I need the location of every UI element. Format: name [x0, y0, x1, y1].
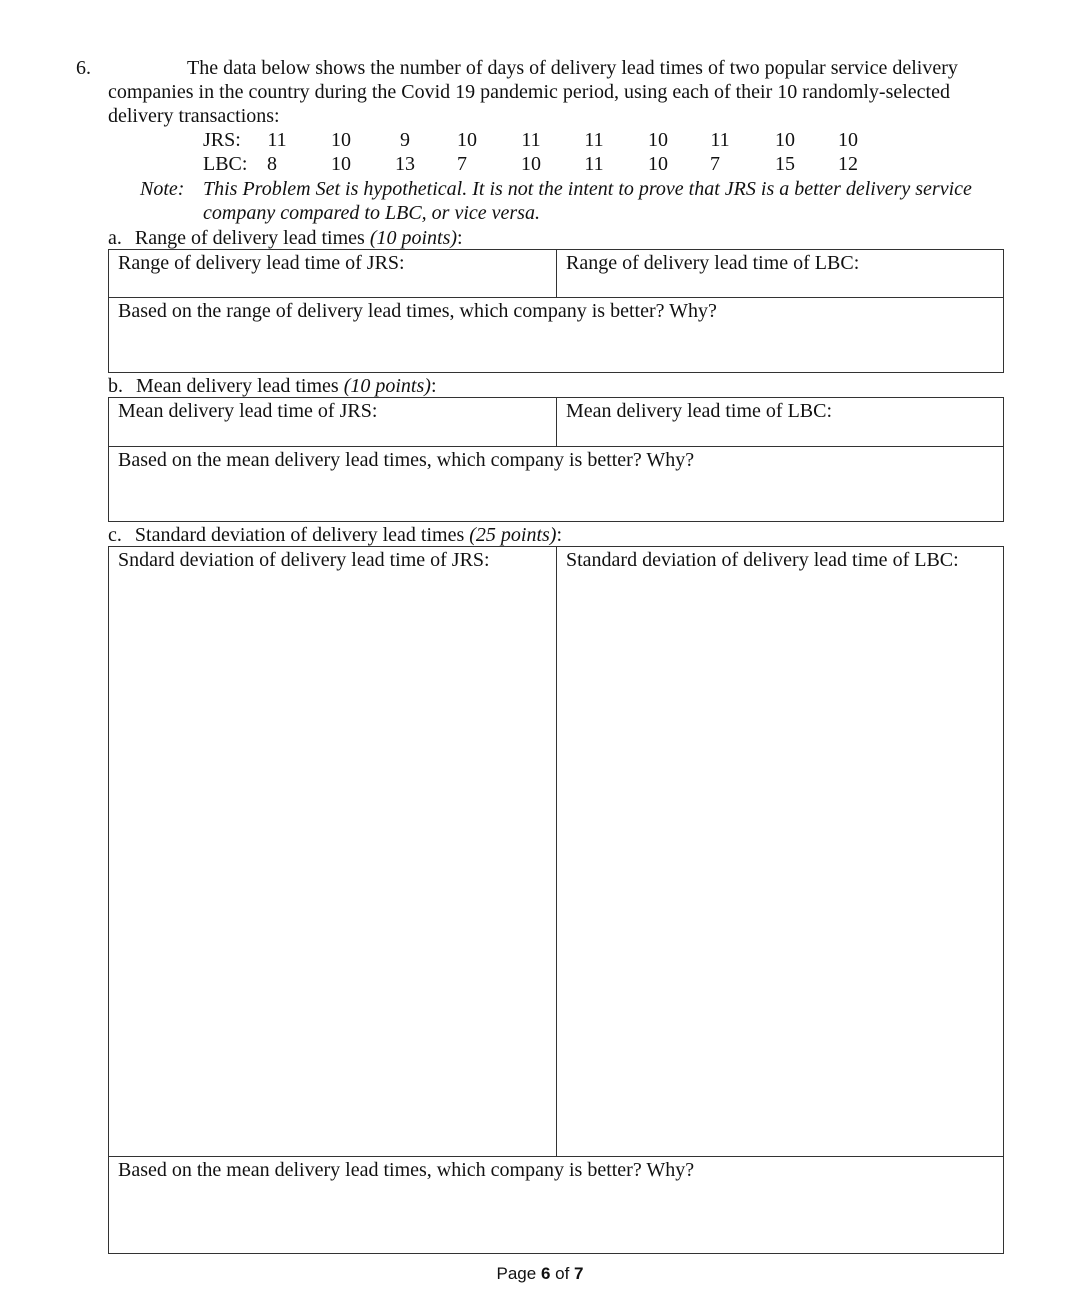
lbc-value: 7: [457, 153, 467, 175]
jrs-value: 10: [331, 129, 351, 151]
jrs-mean-label: Mean delivery lead time of JRS:: [118, 400, 378, 422]
lbc-value: 11: [584, 153, 604, 175]
mean-comparison-question: Based on the mean delivery lead times, which company is better? Why?: [118, 449, 695, 471]
footer-current-page: 6: [540, 1264, 551, 1283]
section-a-heading: [108, 226, 463, 250]
intro-line-2: companies in the country during the Covid 19 pandemic period, using each of their 10 randomly-selected: [108, 81, 950, 103]
section-c-title: Standard deviation of delivery lead times: [134, 524, 465, 546]
section-b-heading: [108, 374, 437, 398]
lbc-value: 13: [395, 153, 415, 175]
footer-prefix: Page: [496, 1264, 541, 1283]
lbc-value: 10: [648, 153, 668, 175]
jrs-stddev-answer-box[interactable]: [108, 546, 557, 1157]
note-line-1: This Problem Set is hypothetical. It is not the intent to prove that JRS is a better delivery service: [203, 178, 972, 200]
lbc-label: LBC:: [203, 153, 248, 175]
section-c-marker: c.: [108, 524, 122, 546]
section-b-title: Mean delivery lead times: [136, 375, 339, 397]
jrs-value: 10: [775, 129, 795, 151]
lbc-value: 15: [775, 153, 795, 175]
footer-total-pages: 7: [574, 1264, 584, 1283]
jrs-value: 11: [710, 129, 730, 151]
lbc-range-answer-box[interactable]: [556, 249, 1004, 298]
section-c-colon: :: [556, 524, 563, 546]
jrs-stddev-label: Sndard deviation of delivery lead time of JRS:: [118, 549, 490, 571]
section-b-marker: b.: [108, 375, 123, 397]
footer-middle: of: [550, 1264, 575, 1283]
lbc-value: 8: [267, 153, 277, 175]
lbc-value: 12: [838, 153, 858, 175]
intro-line-3: delivery transactions:: [108, 105, 280, 127]
jrs-value: 10: [648, 129, 668, 151]
lbc-stddev-label: Standard deviation of delivery lead time of LBC:: [566, 549, 959, 571]
section-a-colon: :: [457, 227, 463, 249]
jrs-mean-answer-box[interactable]: [108, 397, 557, 447]
jrs-value: 11: [584, 129, 604, 151]
jrs-value: 10: [457, 129, 477, 151]
jrs-value: 11: [267, 129, 287, 151]
jrs-range-answer-box[interactable]: [108, 249, 557, 298]
lbc-value: 10: [331, 153, 351, 175]
jrs-label: JRS:: [203, 129, 241, 151]
jrs-value: 11: [521, 129, 541, 151]
section-a-title: Range of delivery lead times: [134, 227, 365, 249]
lbc-value: 7: [710, 153, 720, 175]
jrs-range-label: Range of delivery lead time of JRS:: [118, 252, 405, 274]
question-number: 6.: [76, 57, 91, 79]
mean-comparison-answer-box[interactable]: [108, 446, 1004, 522]
range-comparison-answer-box[interactable]: [108, 297, 1004, 373]
range-comparison-question: Based on the range of delivery lead times, which company is better? Why?: [118, 300, 717, 322]
intro-line-1: The data below shows the number of days of delivery lead times of two popular service delivery: [187, 57, 958, 79]
stddev-comparison-answer-box[interactable]: [108, 1156, 1004, 1254]
section-a-points: (10 points): [369, 227, 458, 249]
section-b-points: (10 points): [343, 375, 431, 397]
page-footer: [0, 1264, 1080, 1284]
jrs-value: 9: [400, 129, 410, 151]
lbc-mean-answer-box[interactable]: [556, 397, 1004, 447]
lbc-stddev-answer-box[interactable]: [556, 546, 1004, 1157]
note-label: Note:: [140, 178, 185, 200]
lbc-range-label: Range of delivery lead time of LBC:: [566, 252, 860, 274]
section-a-marker: a.: [108, 227, 122, 249]
lbc-value: 10: [521, 153, 541, 175]
section-b-colon: :: [430, 375, 437, 397]
section-c-heading: [108, 523, 562, 547]
lbc-mean-label: Mean delivery lead time of LBC:: [566, 400, 833, 422]
section-c-points: (25 points): [469, 524, 557, 546]
jrs-value: 10: [838, 129, 858, 151]
stddev-comparison-question: Based on the mean delivery lead times, which company is better? Why?: [118, 1159, 695, 1181]
note-line-2: company compared to LBC, or vice versa.: [203, 202, 540, 224]
